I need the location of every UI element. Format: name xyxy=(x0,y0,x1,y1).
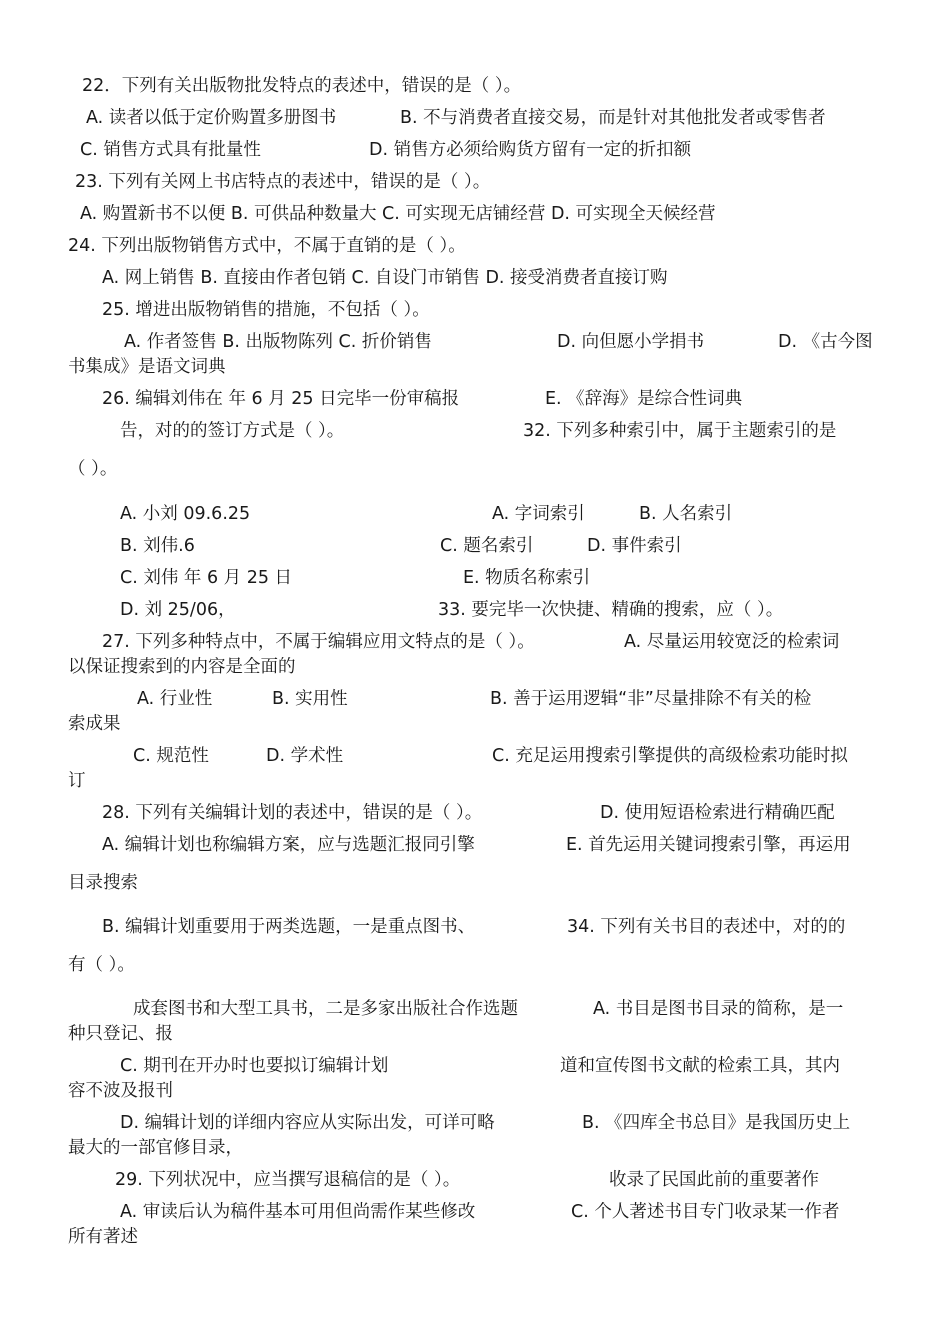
question-32-stem-cont: （ ）。 xyxy=(68,459,118,479)
q31-option-e: E. 《辞海》是综合性词典 xyxy=(545,389,743,409)
q32-option-b: B. 人名索引 xyxy=(639,504,733,524)
q34-option-c: C. 个人著述书目专门收录某一作者 xyxy=(571,1202,840,1222)
question-32-stem: 32. 下列多种索引中，属于主题索引的是 xyxy=(523,421,837,441)
q34-option-a-cont-2: 道和宣传图书文献的检索工具，其内 xyxy=(560,1056,840,1076)
q33-option-b: B. 善于运用逻辑“非”尽量排除不有关的检 xyxy=(490,689,812,709)
q32-option-d: D. 事件索引 xyxy=(587,536,682,556)
q22-option-d: D. 销售方必须给购货方留有一定的折扣额 xyxy=(369,140,692,160)
q33-option-c: C. 充足运用搜索引擎提供的高级检索功能时拟 xyxy=(492,746,848,766)
q26-option-d: D. 刘 25/06， xyxy=(120,600,236,620)
question-27-stem: 27. 下列多种特点中，不属于编辑应用文特点的是（ ）。 xyxy=(102,632,535,652)
question-34-stem-cont: 有（ ）。 xyxy=(68,955,135,975)
question-34-stem: 34. 下列有关书目的表述中，对的的 xyxy=(567,917,846,937)
q33-option-d: D. 使用短语检索进行精确匹配 xyxy=(600,803,835,823)
question-24-stem: 24. 下列出版物销售方式中，不属于直销的是（ ）。 xyxy=(68,236,466,256)
q29-option-a: A. 审读后认为稿件基本可用但尚需作某些修改 xyxy=(120,1202,476,1222)
question-26-stem-cont: 告，对的的签订方式是（ ）。 xyxy=(120,421,345,441)
q34-option-c-cont: 所有著述 xyxy=(68,1227,138,1247)
q33-option-a: A. 尽量运用较宽泛的检索词 xyxy=(624,632,840,652)
q28-option-d: D. 编辑计划的详细内容应从实际出发，可详可略 xyxy=(120,1113,495,1133)
q33-option-b-cont: 索成果 xyxy=(68,714,121,734)
q28-option-b-cont: 成套图书和大型工具书，二是多家出版社合作选题 xyxy=(133,999,518,1019)
q33-option-a-cont: 以保证搜索到的内容是全面的 xyxy=(68,657,296,677)
q34-option-a-cont: 种只登记、报 xyxy=(68,1024,173,1044)
q34-option-b-cont: 最大的一部官修目录， xyxy=(68,1138,243,1158)
q28-option-b: B. 编辑计划重要用于两类选题，一是重点图书、 xyxy=(102,917,476,937)
q25-option-d: D. 向但愿小学捐书 xyxy=(557,332,705,352)
q26-option-c: C. 刘伟 年 6 月 25 日 xyxy=(120,568,293,588)
q31-option-d: D. 《古今图 xyxy=(778,332,873,352)
q32-option-c: C. 题名索引 xyxy=(440,536,534,556)
question-22-stem: 22．下列有关出版物批发特点的表述中，错误的是（ ）。 xyxy=(82,76,522,96)
q34-option-a-cont-3: 容不波及报刊 xyxy=(68,1081,173,1101)
q22-option-c: C. 销售方式具有批量性 xyxy=(80,140,261,160)
q32-option-e: E. 物质名称索引 xyxy=(463,568,591,588)
q24-options: A. 网上销售 B. 直接由作者包销 C. 自设门市销售 D. 接受消费者直接订购 xyxy=(102,268,668,288)
question-29-stem: 29. 下列状况中，应当撰写退稿信的是（ ）。 xyxy=(115,1170,461,1190)
q34-option-b: B. 《四库全书总目》是我国历史上 xyxy=(582,1113,851,1133)
q22-option-a: A. 读者以低于定价购置多册图书 xyxy=(86,108,337,128)
q27-option-d: D. 学术性 xyxy=(266,746,344,766)
q23-options: A. 购置新书不以便 B. 可供品种数量大 C. 可实现无店铺经营 D. 可实现全天候经营 xyxy=(80,204,716,224)
q27-option-b: B. 实用性 xyxy=(272,689,348,709)
q28-option-c: C. 期刊在开办时也要拟订编辑计划 xyxy=(120,1056,389,1076)
q34-option-a: A. 书目是图书目录的简称，是一 xyxy=(593,999,844,1019)
q27-option-a: A. 行业性 xyxy=(137,689,213,709)
question-25-stem: 25. 增进出版物销售的措施，不包括（ ）。 xyxy=(102,300,430,320)
q28-option-a: A. 编辑计划也称编辑方案，应与选题汇报同引擎 xyxy=(102,835,475,855)
question-23-stem: 23. 下列有关网上书店特点的表述中，错误的是（ ）。 xyxy=(75,172,491,192)
q27-option-c: C. 规范性 xyxy=(133,746,209,766)
q32-option-a: A. 字词索引 xyxy=(492,504,585,524)
question-33-stem: 33. 要完毕一次快捷、精确的搜索，应（ ）。 xyxy=(438,600,784,620)
q33-option-c-cont: 订 xyxy=(68,771,86,791)
q22-option-b: B. 不与消费者直接交易，而是针对其他批发者或零售者 xyxy=(400,108,826,128)
q34-option-b-cont-2: 收录了民国此前的重要著作 xyxy=(609,1170,819,1190)
q31-option-d-cont: 书集成》是语文词典 xyxy=(68,357,226,377)
q26-option-a: A. 小刘 09.6.25 xyxy=(120,504,251,524)
q33-option-e: E. 首先运用关键词搜索引擎，再运用 xyxy=(566,835,851,855)
q33-option-e-cont: 目录搜索 xyxy=(68,873,138,893)
question-26-stem: 26. 编辑刘伟在 年 6 月 25 日完毕一份审稿报 xyxy=(102,389,460,409)
question-28-stem: 28. 下列有关编辑计划的表述中，错误的是（ ）。 xyxy=(102,803,483,823)
q26-option-b: B. 刘伟.6 xyxy=(120,536,195,556)
q25-options-abc: A. 作者签售 B. 出版物陈列 C. 折价销售 xyxy=(124,332,432,352)
